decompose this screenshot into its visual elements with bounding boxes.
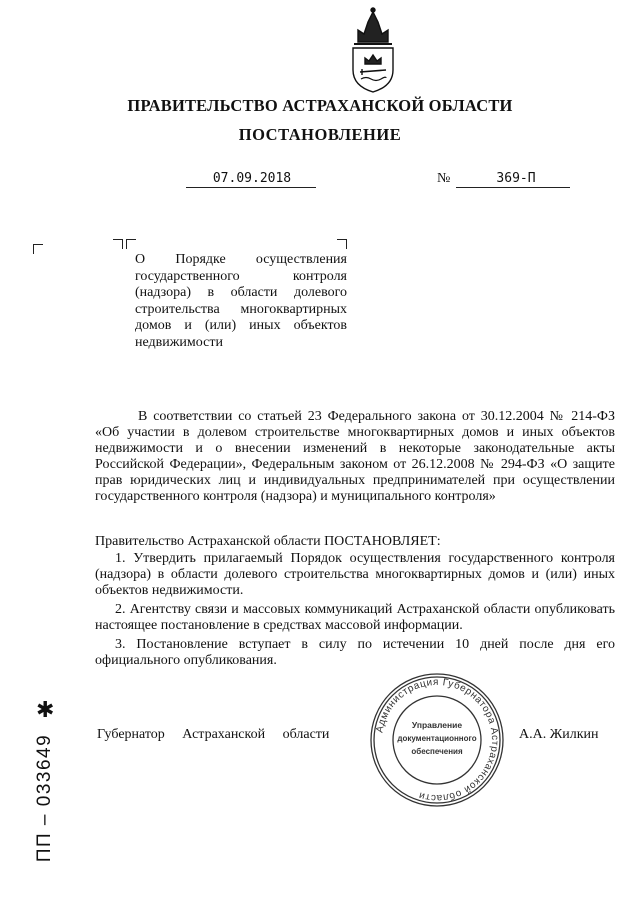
signatory-name: А.А. Жилкин: [519, 727, 599, 742]
registry-star-mark: ✱: [36, 698, 55, 723]
stamp-center-line-2: документационного: [397, 734, 477, 743]
document-number: 369-П: [496, 171, 536, 186]
document-subject: О Порядке осуществления государственного контроля (надзора) в области долевого строительства многоквартирных домов и (или) иных объектов недвижимости: [135, 252, 347, 350]
coat-of-arms-emblem: [344, 6, 402, 94]
subject-corner-mark-b: [126, 239, 136, 249]
stamp-center-line-3: обеспечения: [411, 747, 463, 756]
item-1-paragraph: 1. Утвердить прилагаемый Порядок осуществления государственного контроля (надзора) в области долевого строительства многоквартирных домов и (или) иных объектов недвижимости.: [95, 551, 615, 598]
registry-number-vertical: [34, 733, 58, 863]
stamp-ring-text: Администрация Губернатора Астраханской области: [374, 676, 501, 804]
resolves-line: Правительство Астраханской области ПОСТАНОВЛЯЕТ:: [95, 534, 441, 549]
number-underline: [456, 187, 570, 188]
number-sign: №: [437, 171, 451, 186]
item-3-paragraph: 3. Постановление вступает в силу по истечении 10 дней после дня его официального опубликования.: [95, 637, 615, 668]
document-date: 07.09.2018: [212, 171, 292, 186]
document-type-title: ПОСТАНОВЛЕНИЕ: [238, 125, 402, 144]
subject-corner-mark-right: [337, 239, 347, 249]
stamp-center-line-1: Управление: [411, 720, 463, 730]
registry-number-text: ПП – 033649: [34, 733, 55, 863]
official-stamp-seal: [367, 670, 507, 810]
subject-corner-mark-a: [113, 239, 123, 249]
organization-title: ПРАВИТЕЛЬСТВО АСТРАХАНСКОЙ ОБЛАСТИ: [127, 96, 513, 115]
signatory-position: Губернатор Астраханской области: [97, 727, 330, 742]
preamble-paragraph: В соответствии со статьей 23 Федерального закона от 30.12.2004 № 214-ФЗ «Об участии в долевом строительстве многоквартирных домов и иных объектов недвижимости и о внесении изменений в некоторые законодательные акты Российской Федерации», Федеральным законом от 26.12.2008 № 294-ФЗ «О защите прав юридических лиц и индивидуальных предпринимателей при осуществлении государственного контроля (надзора) и муниципального контроля»: [95, 409, 615, 504]
item-2-paragraph: 2. Агентству связи и массовых коммуникаций Астраханской области опубликовать настоящее постановление в средствах массовой информации.: [95, 602, 615, 633]
date-underline: [186, 187, 316, 188]
address-corner-mark-left: [33, 244, 43, 254]
